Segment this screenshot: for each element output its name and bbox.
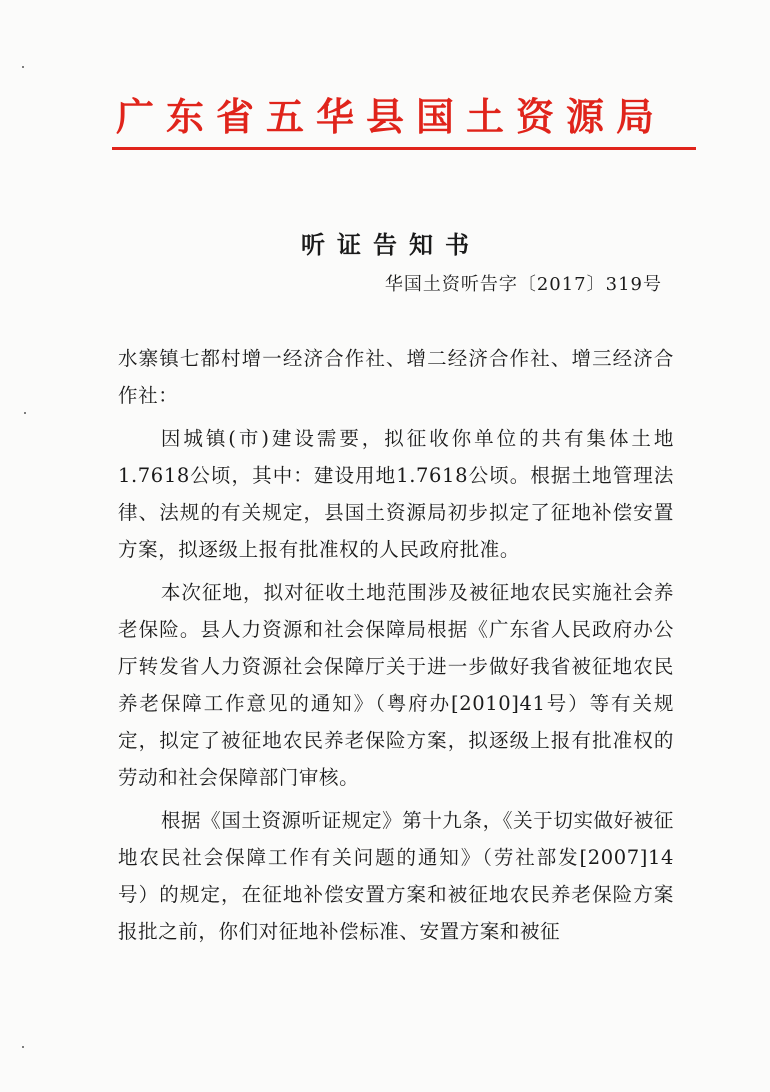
document-number: 华国土资听告字〔2017〕319号: [384, 274, 662, 295]
addressee-line: 水寨镇七都村增一经济合作社、增二经济合作社、增三经济合作社：: [118, 347, 674, 407]
body-paragraph: 因城镇(市)建设需要，拟征收你单位的共有集体土地1.7618公顷，其中：建设用地1.7618公顷。根据土地管理法律、法规的有关规定，县国土资源局初步拟定了征地补偿安置方案，拟逐级上报有批准权的人民政府批准。: [118, 427, 674, 561]
document-title: 听证告知书: [301, 230, 481, 259]
letterhead-red-rule: [112, 147, 696, 150]
scan-speck: [22, 66, 24, 68]
scan-speck: [24, 412, 26, 414]
letterhead-org-name: 广东省五华县国土资源局: [115, 94, 666, 139]
body-paragraph: 本次征地，拟对征收土地范围涉及被征地农民实施社会养老保险。县人力资源和社会保障局根据《广东省人民政府办公厅转发省人力资源社会保障厅关于进一步做好我省被征地农民养老保障工作意见的通知》（粤府办[2010]41号）等有关规定，拟定了被征地农民养老保险方案，拟逐级上报有批准权的劳动和社会保障部门审核。: [118, 581, 674, 789]
document-body: [118, 340, 674, 950]
scan-speck: [22, 1046, 24, 1048]
body-paragraph: 根据《国土资源听证规定》第十九条，《关于切实做好被征地农民社会保障工作有关问题的通知》（劳社部发[2007]14号）的规定，在征地补偿安置方案和被征地农民养老保险方案报批之前，你们对征地补偿标准、安置方案和被征: [118, 809, 674, 943]
